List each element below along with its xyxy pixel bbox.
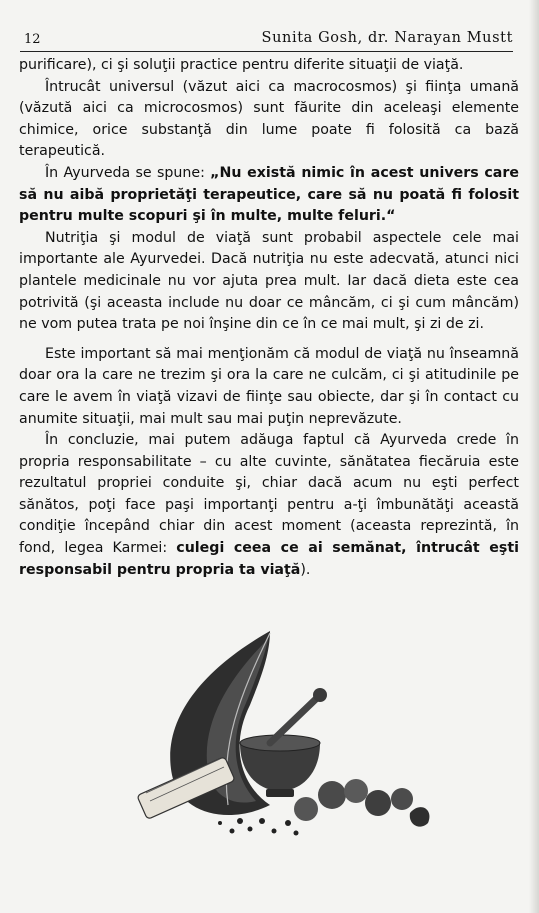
paragraph-6-tail: ). bbox=[300, 561, 311, 578]
herbal-illustration bbox=[120, 625, 440, 840]
paragraph-6 bbox=[19, 430, 519, 581]
paragraph-2: Întrucât universul (văzut aici ca macrocosmos) şi fiinţa umană (văzută aici ca microcosmos) sunt făurite din aceleaşi elemente chimice, orice substanţă din lume poate fi folosită ca bază terapeutică. bbox=[19, 78, 519, 160]
paragraph-3 bbox=[19, 163, 519, 228]
paragraph-4: Nutriţia şi modul de viaţă sunt probabil aspectele cele mai importante ale Ayurvedei. Dacă nutriţia nu este adecvată, atunci nici plantele medicinale nu vor ajuta prea mult. Iar dacă dieta este cea potrivită (şi aceasta include nu doar ce mâncăm, ci şi cum mâncăm) ne vom putea trata pe noi înşine din ce în ce mai mult, şi zi de zi. bbox=[19, 229, 519, 333]
page-edge-shadow bbox=[529, 0, 539, 913]
karma-quote: culegi ceea ce ai semănat, întrucât eşti responsabil pentru propria ta viaţă bbox=[19, 540, 519, 578]
seed-scatter bbox=[218, 818, 299, 836]
paragraph-5: Este important să mai menţionăm că modul de viaţă nu înseamnă doar ora la care ne trezim şi ora la care ne culcăm, ci şi atitudinile pe care le avem în viaţă vizavi de fiinţe sau obiecte, dar şi în contact cu anumite situaţii, mai mult sau mai puţin neprevăzute. bbox=[19, 345, 519, 427]
ayurveda-quote: „Nu există nimic în acest univers care să nu aibă proprietăţi terapeutice, care să nu poată fi folosit pentru multe scopuri şi în multe, multe feluri.“ bbox=[19, 164, 519, 225]
running-head: Sunita Gosh, dr. Narayan Mustt bbox=[261, 30, 513, 46]
page-header bbox=[20, 30, 513, 52]
paragraph-6-lead: În concluzie, mai putem adăuga faptul că Ayurveda crede în propria responsabilitate – cu alte cuvinte, sănătatea fiecăruia este rezultatul propriei conduite şi, chiar dacă acum nu eşti perfect sănătos, poţi face paşi importanţi pentru a-ţi îmbunătăţi această condiţie începând chiar din acest moment (aceasta reprezintă, în fond, legea Karmei: bbox=[19, 432, 519, 557]
header-rule bbox=[20, 51, 513, 52]
mortar-and-pestle bbox=[240, 688, 327, 797]
paragraph-1: purificare), ci şi soluţii practice pentru diferite situaţii de viaţă. bbox=[19, 57, 464, 73]
paragraph-3-lead: În Ayurveda se spune: bbox=[45, 164, 211, 181]
body-text bbox=[19, 55, 519, 581]
page-number: 12 bbox=[24, 32, 41, 47]
fruit-group bbox=[294, 779, 429, 827]
